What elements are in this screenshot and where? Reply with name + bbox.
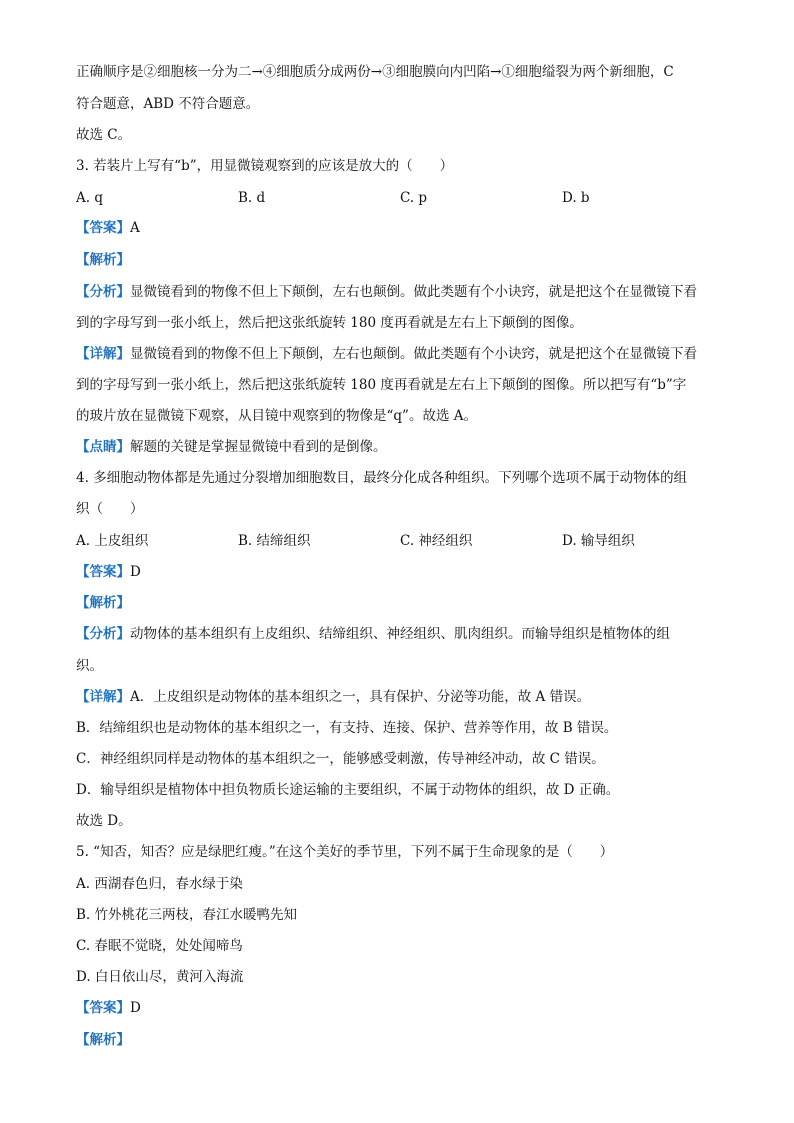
q3-option-c: C. p <box>400 190 428 206</box>
xiangjie-text: 显微镜看到的物像不但上下颠倒，左右也颠倒。做此类题有个小诀窍，就是把这个在显微镜下看 <box>130 346 697 362</box>
q3-option-b: B. d <box>238 190 266 206</box>
q3-xiangjie-line-3: 的玻片放在显微镜下观察，从目镜中观察到的物像是“q”。故选 A。 <box>76 408 477 424</box>
q5-option-a: A. 西湖春色归，春水绿于染 <box>76 876 243 892</box>
q4-stem-line-2: 织（ ） <box>76 501 144 517</box>
answer-value: A <box>130 220 140 236</box>
q5-option-b: B. 竹外桃花三两枝，春江水暖鸭先知 <box>76 907 298 923</box>
fenxi-text: 显微镜看到的物像不但上下颠倒，左右也颠倒。做此类题有个小诀窍，就是把这个在显微镜下看 <box>130 284 697 300</box>
q4-xiangjie-d: D．输导组织是植物体中担负物质长途运输的主要组织，不属于动物体的组织，故 D 正确。 <box>76 782 620 798</box>
intro-conclusion: 故选 C。 <box>76 127 132 143</box>
q4-answer <box>76 562 141 582</box>
xiangjie-tag: 【详解】 <box>76 689 130 705</box>
q3-option-a: A. q <box>76 190 103 206</box>
q5-analysis-heading <box>76 1030 130 1050</box>
answer-tag: 【答案】 <box>76 564 130 580</box>
q4-xiangjie-b: B．结缔组织也是动物体的基本组织之一，有支持、连接、保护、营养等作用，故 B 错误。 <box>76 720 618 736</box>
q4-xiangjie-a <box>76 687 590 707</box>
answer-value: D <box>130 1000 141 1016</box>
answer-tag: 【答案】 <box>76 220 130 236</box>
q3-xiangjie-line-1 <box>76 344 697 364</box>
xiangjie-tag: 【详解】 <box>76 346 130 362</box>
q3-fenxi-line-2: 到的字母写到一张小纸上，然后把这张纸旋转 180 度再看就是左右上下颠倒的图像。 <box>76 315 583 331</box>
q5-option-d: D. 白日依山尽，黄河入海流 <box>76 969 244 985</box>
q4-stem-line-1: 4. 多细胞动物体都是先通过分裂增加细胞数目，最终分化成各种组织。下列哪个选项不属于动物体的组 <box>76 470 688 486</box>
q4-option-d: D. 输导组织 <box>562 533 635 549</box>
dianjing-tag: 【点睛】 <box>76 439 130 455</box>
q4-option-c: C. 神经组织 <box>400 533 473 549</box>
q3-fenxi-line-1 <box>76 282 697 302</box>
analysis-tag: 【解析】 <box>76 252 130 268</box>
q4-analysis-heading <box>76 593 130 613</box>
q3-dianjing <box>76 437 387 457</box>
q5-option-c: C. 春眠不觉晓，处处闻啼鸟 <box>76 938 243 954</box>
answer-tag: 【答案】 <box>76 1000 130 1016</box>
q3-answer <box>76 218 140 238</box>
q4-fenxi-line-1 <box>76 624 670 644</box>
q3-stem: 3. 若装片上写有“b”，用显微镜观察到的应该是放大的（ ） <box>76 158 454 174</box>
q3-xiangjie-line-2: 到的字母写到一张小纸上，然后把这张纸旋转 180 度再看就是左右上下颠倒的图像。所以把写有“b”字 <box>76 377 687 393</box>
q3-option-d: D. b <box>562 190 590 206</box>
q5-answer <box>76 998 141 1018</box>
q4-xiangjie-c: C．神经组织同样是动物体的基本组织之一，能够感受刺激，传导神经冲动，故 C 错误。 <box>76 751 605 767</box>
answer-value: D <box>130 564 141 580</box>
intro-line-1: 正确顺序是②细胞核一分为二→④细胞质分成两份→③细胞膜向内凹陷→①细胞缢裂为两个新细胞，C <box>76 64 674 80</box>
q5-stem: 5. “知否，知否？应是绿肥红瘦。”在这个美好的季节里，下列不属于生命现象的是（ ） <box>76 844 614 860</box>
q4-conclusion: 故选 D。 <box>76 813 132 829</box>
fenxi-tag: 【分析】 <box>76 284 130 300</box>
q4-option-a: A. 上皮组织 <box>76 533 149 549</box>
q4-fenxi-line-2: 织。 <box>76 658 103 674</box>
fenxi-tag: 【分析】 <box>76 626 130 642</box>
q4-option-b: B. 结缔组织 <box>238 533 311 549</box>
intro-line-2: 符合题意，ABD 不符合题意。 <box>76 96 260 112</box>
dianjing-text: 解题的关键是掌握显微镜中看到的是倒像。 <box>130 439 387 455</box>
analysis-tag: 【解析】 <box>76 595 130 611</box>
q3-analysis-heading <box>76 250 130 270</box>
fenxi-text: 动物体的基本组织有上皮组织、结缔组织、神经组织、肌肉组织。而输导组织是植物体的组 <box>130 626 670 642</box>
xiangjie-text: A．上皮组织是动物体的基本组织之一，具有保护、分泌等功能，故 A 错误。 <box>130 689 591 705</box>
analysis-tag: 【解析】 <box>76 1032 130 1048</box>
